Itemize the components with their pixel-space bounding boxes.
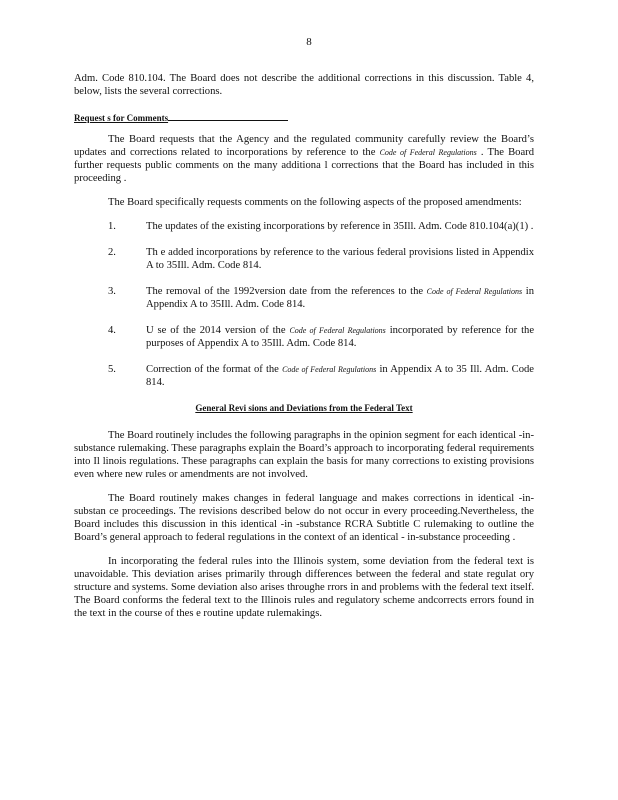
list-item-text-a: The updates of the existing incorporations by reference in 35Ill. Adm. Code 810.104(a)(1) . <box>146 221 534 232</box>
list-item <box>74 363 534 389</box>
page-number: 8 <box>306 36 312 48</box>
requests-paragraph-2: The Board specifically requests comments on the following aspects of the proposed amendments: <box>108 197 522 208</box>
requests-paragraph-1 <box>74 133 534 185</box>
list-item-text-a: Th e added incorporations by reference to the various federal provisions listed in Appendix A to 35Ill. Adm. Code 814. <box>146 247 534 271</box>
list-item <box>74 324 534 350</box>
list-item-text <box>146 220 534 233</box>
general-paragraph-3: In incorporating the federal rules into the Illinois system, some deviation from the federal text is unavoidable. This deviation arises primarily through differences between the federal and state regulat ory structure and systems. Some deviation also arises throughe rrors in and problems with the federal text itself. The Board conforms the federal text to the Illinois rules and regulatory scheme andcorrects errors found in the text in the course of thes e routine update rulemakings. <box>74 556 534 619</box>
requests-paragraph-1-citation: Code of Federal Regulations <box>379 148 477 157</box>
list-item-text-a: Correction of the format of the <box>146 364 279 375</box>
general-paragraph-1: The Board routinely includes the following paragraphs in the opinion segment for each identical -in-substance rulemaking. These paragraphs explain the Board’s approach to incorporating federal requirements into Il linois regulations. These paragraphs can explain the basis for many corrections to existing provisions even where new rules or amendments are not involved. <box>74 430 534 480</box>
list-item <box>74 285 534 311</box>
list-item-number: 5. <box>108 364 116 375</box>
list-item-text-b: in Appendix A to 35 Ill. Adm. Code 814. <box>146 364 534 388</box>
heading-underline-extension <box>168 119 288 121</box>
list-item-text-a: The removal of the 1992version date from the references to the <box>146 286 424 297</box>
comment-topics-list <box>74 220 534 389</box>
list-item-text <box>146 285 534 311</box>
list-item <box>74 246 534 272</box>
list-item-text-b: incorporated by reference for the purposes of Appendix A to 35Ill. Adm. Code 814. <box>146 325 535 349</box>
list-item-text <box>146 246 534 272</box>
list-item-number: 2. <box>108 247 116 258</box>
list-item-number: 1. <box>108 221 116 232</box>
list-item-citation: Code of Federal Regulations <box>282 365 377 374</box>
list-item-text <box>146 363 534 389</box>
intro-paragraph: Adm. Code 810.104. The Board does not describe the additional corrections in this discussion. Table 4, below, lists the several corrections. <box>74 73 534 97</box>
general-revisions-heading: General Revi sions and Deviations from the Federal Text <box>195 403 413 413</box>
list-item-citation: Code of Federal Regulations <box>289 326 386 335</box>
list-item-text <box>146 324 534 350</box>
requests-heading <box>74 112 534 125</box>
list-item-citation: Code of Federal Regulations <box>426 287 523 296</box>
requests-heading-text: Request s for Comments <box>74 113 169 123</box>
requests-paragraph-1-text-a: The Board requests that the Agency and the regulated community carefully review the Board’s updates and corrections related to incorporations by reference to the <box>74 134 534 158</box>
list-item-number: 4. <box>108 325 116 336</box>
list-item-text-a: U se of the 2014 version of the <box>146 325 286 336</box>
page-content <box>74 72 534 620</box>
list-item <box>74 220 534 233</box>
requests-paragraph-1-text-b: . The Board further requests public comments on the many additiona l corrections that the Board has included in this proceeding . <box>74 147 534 184</box>
list-item-number: 3. <box>108 286 116 297</box>
general-paragraph-2: The Board routinely makes changes in federal language and makes corrections in identical -in-substan ce proceedings. The revisions described below do not occur in every proceeding.Nevertheless, the Board includes this discussion in this identical -in -substance RCRA Subtitle C rulemaking to outline the Board’s general approach to federal regulations in the context of an identical - in-substance proceeding . <box>74 493 534 543</box>
list-item-text-b: in Appendix A to 35Ill. Adm. Code 814. <box>146 286 534 310</box>
